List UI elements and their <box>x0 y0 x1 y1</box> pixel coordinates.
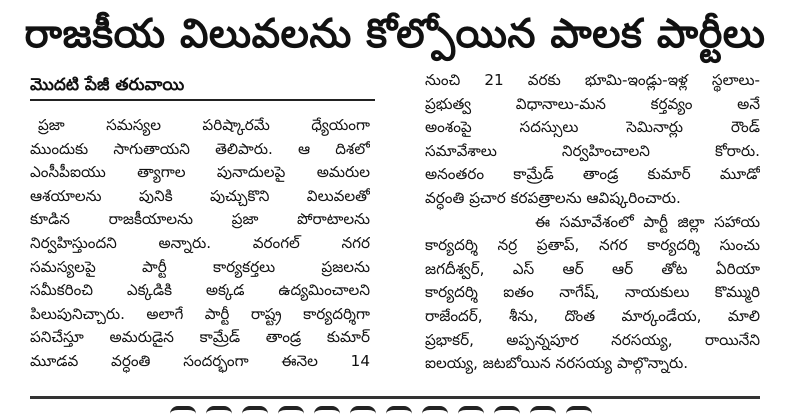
left-line-8: సమీకరించి ఎక్కడికి అక్కడ ఉద్యమించాలని <box>30 281 370 300</box>
right-line-11: రాజేందర్, శీను, దొంత మార్కండేయ, మాలి <box>425 306 760 325</box>
left-line-1: ప్రజా సమస్యల పరిష్కారమే ధ్యేయంగా <box>38 116 370 134</box>
left-line-9: పిలుపునిచ్చారు. అలాగే పార్టీ రాష్ట్ర కార్యదర్శిగా <box>30 304 370 323</box>
right-line-8: కార్యదర్శి నర్ర ప్రతాప్, నగర కార్యదర్శి సుంచు <box>425 236 760 255</box>
left-column <box>30 114 370 374</box>
left-line-11: మూడవ వర్ధంతి సందర్భంగా ఈనెల 14 <box>30 351 370 370</box>
left-line-2: ముందుకు సాగుతాయని తెలిపారు. ఆ దిశలో <box>30 139 370 158</box>
right-line-6: వర్ధంతి ప్రచార కరపత్రాలను ఆవిష్కరించారు. <box>425 188 681 207</box>
subhead-underline <box>30 99 375 101</box>
right-line-4: సమావేశాలు నిర్వహించాలని కోరారు. <box>425 141 760 160</box>
section-subhead: మొదటి పేజీ తరువాయి <box>30 75 185 95</box>
next-headline-cropped <box>170 403 620 415</box>
right-line-2: ప్రభుత్వ విధానాలు-మన కర్తవ్యం అనే <box>425 94 760 113</box>
right-line-9: జగదీశ్వర్, ఎస్ ఆర్ ఆర్ తోట ఏరియా <box>425 259 760 278</box>
right-line-1: నుంచి 21 వరకు భూమి-ఇండ్లు-ఇళ్ల స్థలాలు- <box>425 71 760 89</box>
left-line-6: నిర్వహిస్తుందని అన్నారు. వరంగల్ నగర <box>30 233 370 252</box>
left-line-10: పనిచేస్తూ అమరుడైన కామ్రేడ్ తాండ్ర కుమార్ <box>30 328 370 347</box>
right-line-3: అంశంపై సదస్సులు సెమినార్లు రౌండ్ <box>425 118 760 137</box>
left-line-3: ఎంసీపీఐయు త్యాగాల పునాదులపై అమరుల <box>30 163 370 182</box>
right-line-12: ప్రభాకర్, అప్పన్నపూర నరసయ్య, రాయినేని <box>425 330 760 349</box>
right-line-7: ఈ సమావేశంలో పార్టీ జిల్లా సహాయ <box>535 212 760 231</box>
bottom-divider <box>30 396 760 399</box>
headline: రాజకీయ విలువలను కోల్పోయిన పాలక పార్టీలు <box>24 11 766 57</box>
right-line-10: కార్యదర్శి ఐతం నాగేష్, నాయకులు కొమ్మురి <box>425 283 760 302</box>
left-line-5: కూడిన రాజకీయాలను ప్రజా పోరాటాలను <box>30 210 370 229</box>
left-line-7: సమస్యలపై పార్టీ కార్యకర్తలు ప్రజలను <box>30 257 370 276</box>
right-column <box>425 69 760 376</box>
left-line-4: ఆశయాలను పునికి పుచ్చుకొని విలువలతో <box>30 186 370 205</box>
right-line-5: అనంతరం కామ్రేడ్ తాండ్ర కుమార్ మూడో <box>425 165 760 184</box>
right-line-13: ఐలయ్య, జటబోయిన నరసయ్య పాల్గొన్నారు. <box>425 354 689 373</box>
